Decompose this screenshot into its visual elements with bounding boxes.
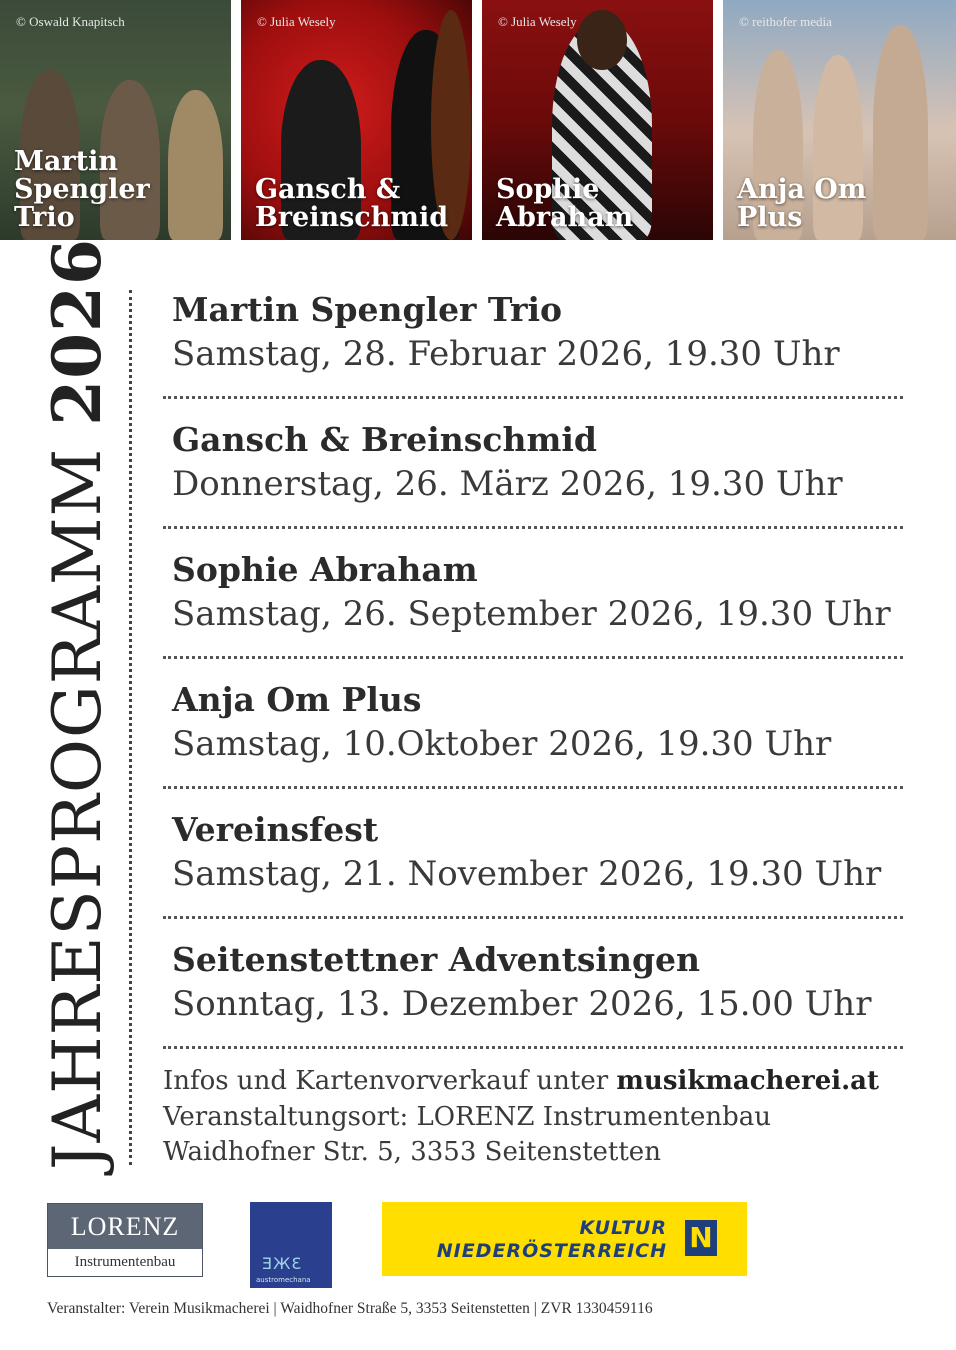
photo-credit: © Julia Wesely: [257, 14, 336, 29]
event-title: Gansch & Breinschmid: [172, 420, 597, 459]
event-item: [163, 412, 903, 542]
dotted-separator: [163, 916, 903, 919]
austromechana-logo: [250, 1202, 332, 1288]
dotted-divider: [129, 290, 132, 1165]
photo-credit: © reithofer media: [739, 14, 832, 29]
photo-sophie-abraham: [482, 0, 713, 240]
dotted-separator: [163, 786, 903, 789]
lorenz-logo: [47, 1203, 203, 1277]
side-title-word: JAHRESPROGRAMM: [39, 447, 116, 1170]
figure-shape: [577, 10, 627, 70]
figure-shape: [168, 90, 223, 240]
event-date: Samstag, 26. September 2026, 19.30 Uhr: [172, 594, 891, 634]
event-date: Donnerstag, 26. März 2026, 19.30 Uhr: [172, 464, 843, 504]
lorenz-logo-name: LORENZ: [48, 1204, 202, 1249]
photo-credit: © Oswald Knapitsch: [16, 14, 125, 29]
info-tickets: [163, 1066, 879, 1096]
website-link[interactable]: musikmacherei.at: [616, 1066, 880, 1096]
kultur-logo-line2: NIEDERÖSTERREICH: [436, 1240, 667, 1262]
photo-caption: Gansch & Breinschmid: [255, 174, 449, 233]
event-title: Seitenstettner Adventsingen: [172, 940, 701, 979]
photo-caption: Martin Spengler Trio: [14, 146, 150, 233]
event-title: Anja Om Plus: [172, 680, 422, 719]
photo-caption: Anja Om Plus: [737, 174, 867, 233]
event-item: [163, 282, 903, 412]
side-title: [38, 238, 116, 1170]
lorenz-logo-sub: Instrumentenbau: [48, 1249, 202, 1276]
dotted-separator: [163, 526, 903, 529]
photo-caption: Sophie Abraham: [496, 174, 634, 233]
photo-anja-om-plus: [723, 0, 956, 240]
dotted-separator: [163, 656, 903, 659]
noe-badge-icon: N: [685, 1220, 717, 1256]
side-title-year: 2026: [38, 238, 116, 426]
photo-gansch-breinschmid: [241, 0, 472, 240]
event-item: [163, 672, 903, 802]
photo-credit: © Julia Wesely: [498, 14, 577, 29]
austromechana-text: austromechana: [256, 1276, 311, 1284]
figure-shape: [873, 25, 928, 240]
event-date: Samstag, 28. Februar 2026, 19.30 Uhr: [172, 334, 840, 374]
dotted-separator: [163, 396, 903, 399]
event-date: Samstag, 10.Oktober 2026, 19.30 Uhr: [172, 724, 832, 764]
info-tickets-label: Infos und Kartenvorverkauf unter: [163, 1066, 617, 1096]
event-date: Sonntag, 13. Dezember 2026, 15.00 Uhr: [172, 984, 872, 1024]
kultur-logo-line1: KULTUR: [579, 1217, 667, 1239]
photo-martin-spengler-trio: [0, 0, 231, 240]
kultur-niederoesterreich-logo: [382, 1202, 747, 1276]
info-venue: Veranstaltungsort: LORENZ Instrumentenbau: [163, 1102, 771, 1132]
event-item: [163, 932, 903, 1062]
footer-organizer: Veranstalter: Verein Musikmacherei | Waidhofner Straße 5, 3353 Seitenstetten | ZVR 1330459116: [47, 1300, 653, 1317]
event-title: Vereinsfest: [172, 810, 379, 849]
event-item: [163, 542, 903, 672]
info-address: Waidhofner Str. 5, 3353 Seitenstetten: [163, 1137, 661, 1167]
event-date: Samstag, 21. November 2026, 19.30 Uhr: [172, 854, 882, 894]
dotted-separator: [163, 1046, 903, 1049]
event-item: [163, 802, 903, 932]
event-title: Sophie Abraham: [172, 550, 478, 589]
austromechana-mark: ƎЖƐ: [262, 1254, 303, 1273]
event-title: Martin Spengler Trio: [172, 290, 563, 329]
